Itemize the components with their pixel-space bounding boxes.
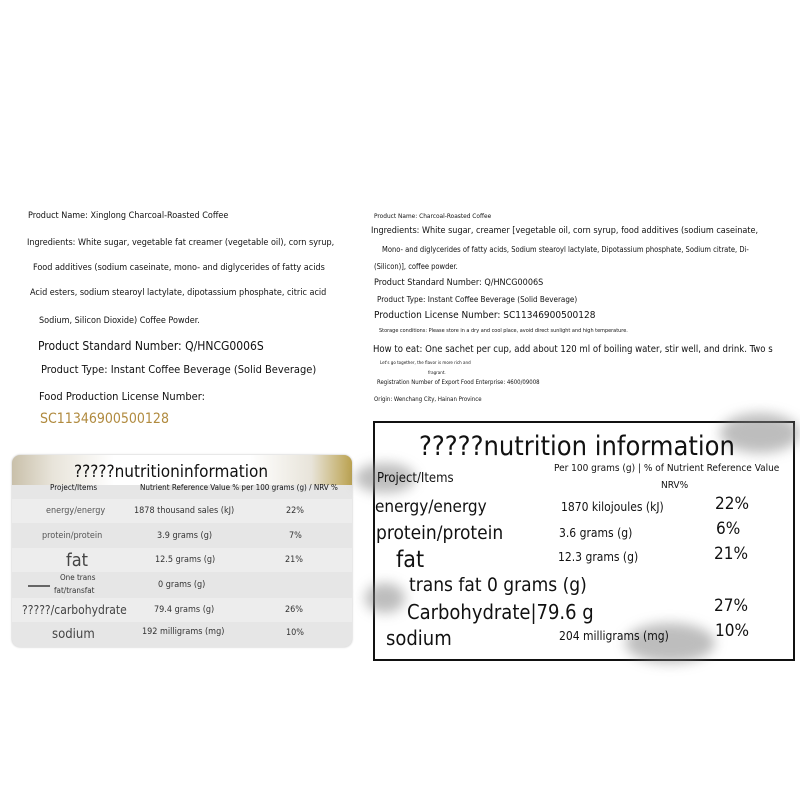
nutrient-name: trans fat 0 grams (g) xyxy=(409,574,587,596)
nutrient-name: fat xyxy=(396,547,425,573)
nutrient-value: 3.9 grams (g) xyxy=(157,531,213,541)
nutrient-nrv: 21% xyxy=(714,544,748,564)
nutrient-name: sodium xyxy=(386,626,452,650)
nutrient-name: fat xyxy=(66,550,88,571)
nutrient-nrv: 10% xyxy=(715,621,749,641)
nutrient-name: protein/protein xyxy=(376,522,504,544)
nutrient-nrv: 26% xyxy=(285,605,303,615)
nutrient-name: Carbohydrate|79.6 g xyxy=(407,600,594,624)
right-table-title: ?????nutrition information xyxy=(419,431,735,462)
left-license-label: Food Production License Number: xyxy=(39,390,205,403)
left-header-ref: Nutrient Reference Value % per 100 grams (g) / NRV % xyxy=(140,483,338,492)
left-product-type: Product Type: Instant Coffee Beverage (Solid Beverage) xyxy=(41,363,317,376)
right-standard-number: Product Standard Number: Q/HNCG0006S xyxy=(374,278,544,288)
right-ingredients-line-1: Ingredients: White sugar, creamer [vegetable oil, corn syrup, food additives (sodium caseinate, xyxy=(371,226,759,236)
right-header-nrv: NRV% xyxy=(661,480,689,491)
nutrient-value: 3.6 grams (g) xyxy=(559,526,633,540)
left-ingredients-line-4: Sodium, Silicon Dioxide) Coffee Powder. xyxy=(39,316,200,326)
right-ingredients-line-2: Mono- and diglycerides of fatty acids, Sodium stearoyl lactylate, Dipotassium phosphate, Sodium citrate, Di- xyxy=(382,245,749,254)
right-product-name: Product Name: Charcoal-Roasted Coffee xyxy=(374,212,492,220)
right-header-per100: Per 100 grams (g) | % of Nutrient Reference Value xyxy=(554,463,780,474)
table-row xyxy=(12,524,352,548)
right-storage: Storage conditions: Please store in a dry and cool place, avoid direct sunlight and high temperature. xyxy=(379,328,628,334)
nutrient-name: protein/protein xyxy=(42,531,103,541)
left-standard-number: Product Standard Number: Q/HNCG0006S xyxy=(38,339,264,353)
nutrient-value: 12.5 grams (g) xyxy=(155,555,216,565)
nutrient-nrv: 27% xyxy=(714,596,748,616)
right-together-line-2: fragrant. xyxy=(428,371,446,376)
nutrient-name-2: fat/transfat xyxy=(54,586,95,595)
nutrient-nrv: 22% xyxy=(286,506,304,516)
nutrient-value: 1878 thousand sales (kJ) xyxy=(134,506,235,516)
right-registration: Registration Number of Export Food Enterprise: 4600/09008 xyxy=(377,379,540,386)
nutrient-name: energy/energy xyxy=(375,497,487,517)
right-together-line-1: Let's go together, the flavor is more rich and xyxy=(380,361,471,366)
nutrient-value: 192 milligrams (mg) xyxy=(142,627,225,637)
right-nutrition-table xyxy=(373,421,795,661)
right-product-type: Product Type: Instant Coffee Beverage (Solid Beverage) xyxy=(377,295,578,304)
left-nutrition-table xyxy=(12,455,352,647)
table-row xyxy=(12,598,352,622)
right-how-to-eat: How to eat: One sachet per cup, add about 120 ml of boiling water, stir well, and drink. Two s xyxy=(373,344,773,355)
nutrient-value: 1870 kilojoules (kJ) xyxy=(561,500,664,514)
dash-mark xyxy=(28,585,50,587)
right-origin: Origin: Wenchang City, Hainan Province xyxy=(374,396,482,403)
left-ingredients-line-3: Acid esters, sodium stearoyl lactylate, dipotassium phosphate, citric acid xyxy=(30,288,327,298)
nutrient-name: energy/energy xyxy=(46,506,106,516)
nutrient-value: 204 milligrams (mg) xyxy=(559,629,669,643)
left-ingredients-line-1: Ingredients: White sugar, vegetable fat creamer (vegetable oil), corn syrup, xyxy=(27,238,335,248)
left-header-items: Project/Items xyxy=(50,483,98,492)
table-row xyxy=(12,572,352,598)
nutrient-value: 12.3 grams (g) xyxy=(558,550,639,564)
nutrient-nrv: 7% xyxy=(289,531,302,541)
nutrient-nrv: 10% xyxy=(286,628,304,638)
nutrient-value: 79.4 grams (g) xyxy=(154,605,215,615)
smudge xyxy=(365,583,405,613)
nutrient-nrv: 6% xyxy=(716,519,741,539)
nutrient-name: One trans xyxy=(60,573,96,582)
table-row xyxy=(12,499,352,523)
table-row xyxy=(12,548,352,572)
left-table-title: ?????nutritioninformation xyxy=(74,462,269,482)
nutrient-name: ?????/carbohydrate xyxy=(22,603,127,617)
right-header-items: Project/Items xyxy=(377,471,454,486)
nutrient-value: 0 grams (g) xyxy=(158,580,206,590)
table-row xyxy=(12,622,352,646)
right-ingredients-line-3: (Silicon)], coffee powder. xyxy=(374,262,458,271)
left-license-number: SC11346900500128 xyxy=(40,411,169,427)
left-ingredients-line-2: Food additives (sodium caseinate, mono- and diglycerides of fatty acids xyxy=(33,263,325,273)
nutrient-nrv: 22% xyxy=(715,494,749,514)
nutrient-name: sodium xyxy=(52,627,95,642)
right-license: Production License Number: SC11346900500128 xyxy=(374,310,596,321)
nutrient-nrv: 21% xyxy=(285,555,303,565)
left-product-name: Product Name: Xinglong Charcoal-Roasted Coffee xyxy=(28,211,229,221)
